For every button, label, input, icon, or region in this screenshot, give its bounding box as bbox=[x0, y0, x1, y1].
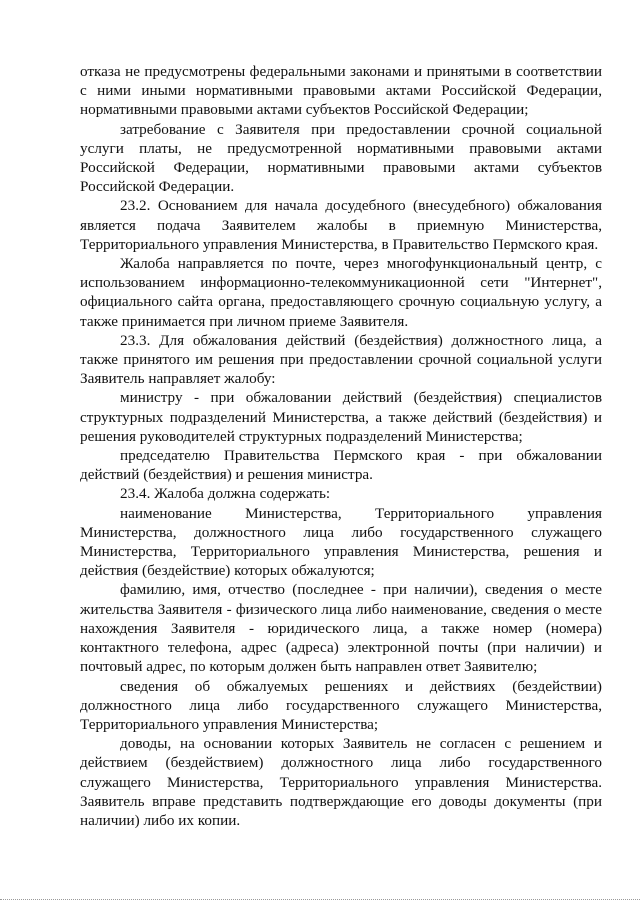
paragraph-name-of-body: наименование Министерства, Территориального управления Министерства, должностного лица либо государственного служащего Министерства, Территориального управления Министерства, решения и действия (бездействие) которых обжалуются; bbox=[80, 504, 602, 580]
paragraph-23-4: 23.4. Жалоба должна содержать: bbox=[120, 485, 331, 503]
paragraph-23-3: 23.3. Для обжалования действий (бездействия) должностного лица, а также принятого им решения при предоставлении срочной социальной услуги Заявитель направляет жалобу: bbox=[80, 331, 602, 388]
paragraph-applicant-details: фамилию, имя, отчество (последнее - при наличии), сведения о месте жительства Заявителя - физического лица либо наименование, сведения о месте нахождения Заявителя - юридического лица, а также номер (номера) контактного телефона, адрес (адреса) электронной почты (при наличии) и почтовый адрес, по которым должен быть направлен ответ Заявителю; bbox=[80, 581, 602, 676]
document-body bbox=[80, 62, 602, 830]
scan-edge-line bbox=[0, 899, 640, 900]
paragraph-fee-demand: затребование с Заявителя при предоставлении срочной социальной услуги платы, не предусмотренной нормативными правовыми актами Российской Федерации, нормативными правовыми актами субъектов Российской Федерации. bbox=[80, 120, 602, 196]
paragraph-23-2: 23.2. Основанием для начала досудебного (внесудебного) обжалования является подача Заявителем жалобы в приемную Министерства, Территориального управления Министерства, в Правительство Пермского края. bbox=[80, 197, 602, 253]
paragraph-continuation: отказа не предусмотрены федеральными законами и принятыми в соответствии с ними иными нормативными правовыми актами Российской Федерации, нормативными правовыми актами субъектов Российской Федерации; bbox=[80, 63, 602, 119]
paragraph-complaint-channels: Жалоба направляется по почте, через многофункциональный центр, с использованием информационно-телекоммуникационной сети "Интернет", официального сайта органа, предоставляющего срочную социальную услугу, а также принимается при личном приеме Заявителя. bbox=[80, 255, 602, 330]
paragraph-decisions-info: сведения об обжалуемых решениях и действиях (бездействии) должностного лица либо государственного служащего Министерства, Территориального управления Министерства; bbox=[80, 677, 602, 733]
paragraph-minister: министру - при обжаловании действий (бездействия) специалистов структурных подразделений Министерства, а также действий (бездействия) и решения руководителей структурных подразделений Министерства; bbox=[80, 389, 602, 445]
paragraph-arguments: доводы, на основании которых Заявитель не согласен с решением и действием (бездействием) должностного лица либо государственного служащего Министерства, Территориального управления Министерства. Заявитель вправе представить подтверждающие его доводы документы (при наличии) либо их копии. bbox=[80, 735, 602, 829]
paragraph-government-chair: председателю Правительства Пермского края - при обжаловании действий (бездействия) и решения министра. bbox=[80, 447, 602, 484]
